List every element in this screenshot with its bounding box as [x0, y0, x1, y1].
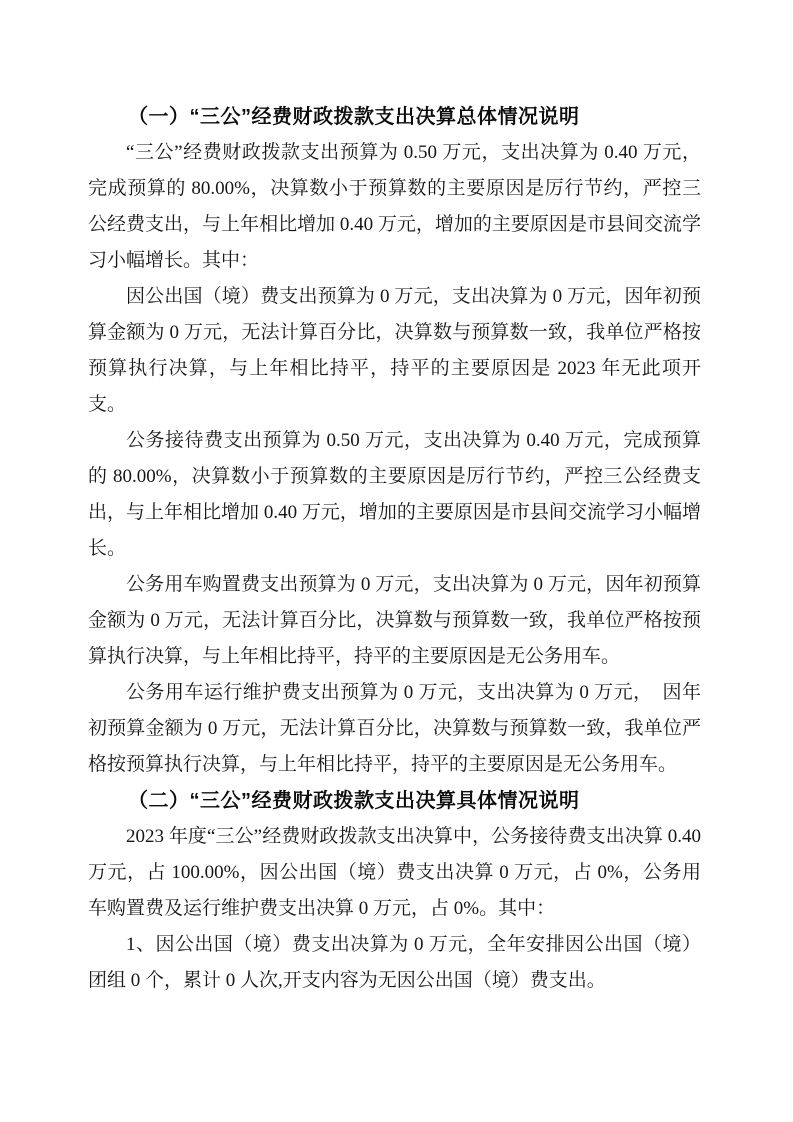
- para-item1-overseas: 1、因公出国（境）费支出决算为 0 万元，全年安排因公出国（境）团组 0 个，累计 0 人次,开支内容为无因公出国（境）费支出。: [88, 934, 701, 991]
- para-official-reception: 公务接待费支出预算为 0.50 万元，支出决算为 0.40 万元，完成预算的 80.00%，决算数小于预算数的主要原因是厉行节约，严控三公经费支出，与上年相比增加 0.40 万元，增加的主要原因是市县间交流学习小幅增长。: [88, 430, 701, 559]
- document-body: [88, 99, 701, 999]
- heading-specific-situation: （二）“三公”经费财政拨款支出决算具体情况说明: [128, 790, 580, 812]
- para-overseas-travel: 因公出国（境）费支出预算为 0 万元，支出决算为 0 万元，因年初预算金额为 0 万元，无法计算百分比，决算数与预算数一致，我单位严格按预算执行决算，与上年相比持平，持平的主要原因是 2023 年无此项开支。: [88, 286, 701, 415]
- para-vehicle-maintenance: 公务用车运行维护费支出预算为 0 万元，支出决算为 0 万元， 因年初预算金额为 0 万元，无法计算百分比，决算数与预算数一致，我单位严格按预算执行决算，与上年相比持平，持平的主要原因是无公务用车。: [88, 682, 701, 775]
- para-vehicle-purchase: 公务用车购置费支出预算为 0 万元，支出决算为 0 万元，因年初预算金额为 0 万元，无法计算百分比，决算数与预算数一致，我单位严格按预算执行决算，与上年相比持平，持平的主要原因是无公务用车。: [88, 574, 701, 667]
- para-2023-breakdown: 2023 年度“三公”经费财政拨款支出决算中，公务接待费支出决算 0.40 万元，占 100.00%，因公出国（境）费支出决算 0 万元，占 0%，公务用车购置费及运行维护费支出决算 0 万元，占 0%。其中：: [88, 826, 701, 919]
- heading-overall-situation: （一）“三公”经费财政拨款支出决算总体情况说明: [128, 106, 580, 128]
- para-sangong-overall: “三公”经费财政拨款支出预算为 0.50 万元，支出决算为 0.40 万元，完成预算的 80.00%，决算数小于预算数的主要原因是厉行节约，严控三公经费支出，与上年相比增加 0.40 万元，增加的主要原因是市县间交流学习小幅增长。其中：: [88, 142, 701, 271]
